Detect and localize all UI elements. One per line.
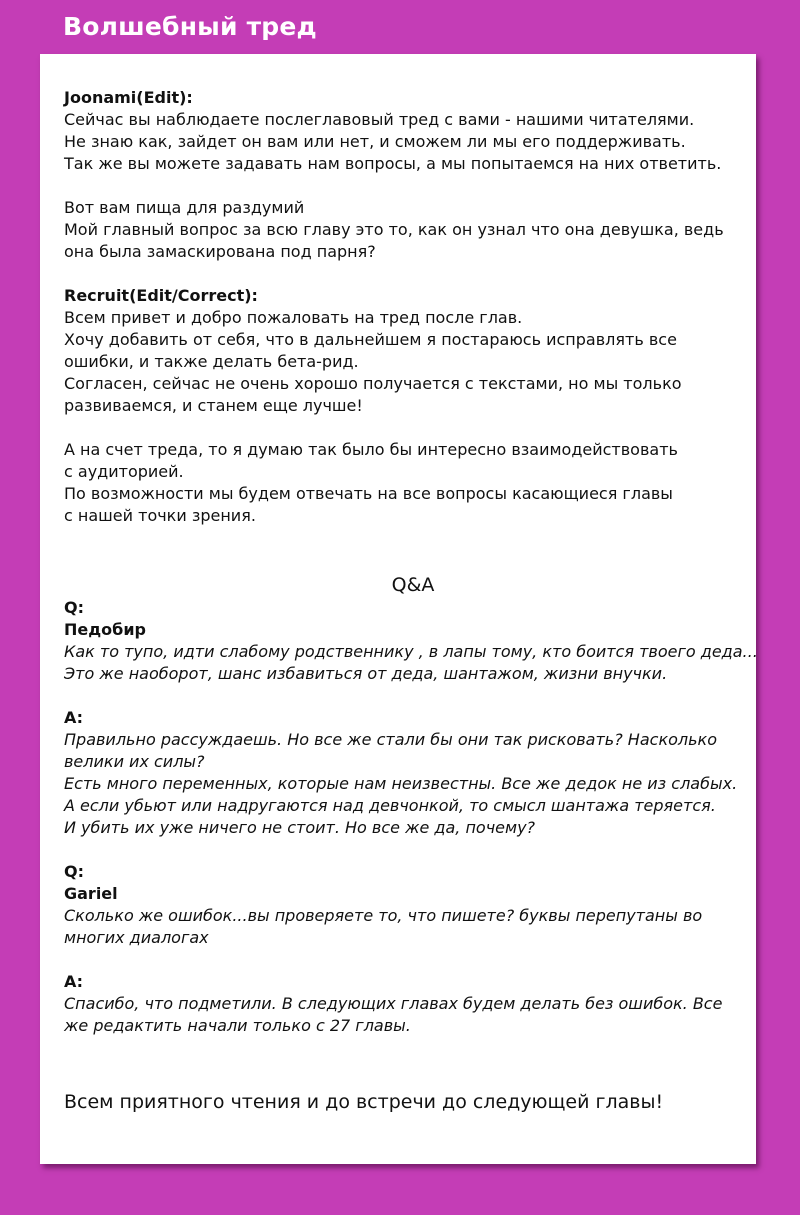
spacer — [64, 263, 742, 285]
farewell-text: Всем приятного чтения и до встречи до следующей главы! — [64, 1091, 664, 1113]
spacer — [64, 175, 742, 197]
spacer — [64, 417, 742, 439]
joonami-line: Мой главный вопрос за всю главу это то, как он узнал что она девушка, ведь — [64, 220, 724, 239]
recruit-line: По возможности мы будем отвечать на все вопросы касающиеся главы — [64, 484, 673, 503]
answer-text: велики их силы? — [64, 752, 205, 771]
page-title: Волшебный тред — [63, 12, 317, 41]
thread-content — [64, 87, 758, 1037]
answer-text: Спасибо, что подметили. В следующих главах будем делать без ошибок. Все — [64, 994, 723, 1013]
answer-text: И убить их уже ничего не стоит. Но все же да, почему? — [64, 818, 536, 837]
asker-name: Педобир — [64, 620, 146, 639]
asker-name: Gariel — [64, 884, 118, 903]
answer-text: Правильно рассуждаешь. Но все же стали бы они так рисковать? Насколько — [64, 730, 717, 749]
thread-panel — [40, 54, 756, 1164]
spacer — [64, 527, 742, 549]
question-text: Сколько же ошибок...вы проверяете то, что пишете? буквы перепутаны во — [64, 906, 703, 925]
question-text: Это же наоборот, шанс избавиться от деда, шантажом, жизни внучки. — [64, 664, 668, 683]
spacer — [64, 685, 742, 707]
answer-text: А если убьют или надругаются над девчонкой, то смысл шантажа теряется. — [64, 796, 716, 815]
question-text: многих диалогах — [64, 928, 209, 947]
spacer — [64, 549, 742, 573]
recruit-line: развиваемся, и станем еще лучше! — [64, 396, 363, 415]
qa-heading: Q&A — [391, 574, 435, 596]
recruit-line: ошибки, и также делать бета-рид. — [64, 352, 359, 371]
joonami-line: Не знаю как, зайдет он вам или нет, и сможем ли мы его поддерживать. — [64, 132, 686, 151]
answer-text: Есть много переменных, которые нам неизвестны. Все же дедок не из слабых. — [64, 774, 738, 793]
recruit-line: А на счет треда, то я думаю так было бы интересно взаимодействовать — [64, 440, 678, 459]
recruit-line: с нашей точки зрения. — [64, 506, 256, 525]
recruit-line: с аудиторией. — [64, 462, 184, 481]
joonami-line: Вот вам пища для раздумий — [64, 198, 305, 217]
answer-label: A: — [64, 708, 84, 727]
author-joonami: Joonami(Edit): — [64, 88, 193, 107]
question-label: Q: — [64, 598, 84, 617]
answer-text: же редактить начали только с 27 главы. — [64, 1016, 411, 1035]
answer-label: A: — [64, 972, 84, 991]
recruit-line: Всем привет и добро пожаловать на тред после глав. — [64, 308, 523, 327]
recruit-line: Согласен, сейчас не очень хорошо получается с текстами, но мы только — [64, 374, 682, 393]
question-label: Q: — [64, 862, 84, 881]
recruit-line: Хочу добавить от себя, что в дальнейшем я постараюсь исправлять все — [64, 330, 677, 349]
joonami-line: Так же вы можете задавать нам вопросы, а мы попытаемся на них ответить. — [64, 154, 722, 173]
joonami-line: Сейчас вы наблюдаете послеглавовый тред с вами - нашими читателями. — [64, 110, 695, 129]
spacer — [64, 839, 742, 861]
spacer — [64, 949, 742, 971]
author-recruit: Recruit(Edit/Correct): — [64, 286, 258, 305]
question-text: Как то тупо, идти слабому родственнику , в лапы тому, кто боится твоего деда... — [64, 642, 758, 661]
joonami-line: она была замаскирована под парня? — [64, 242, 376, 261]
